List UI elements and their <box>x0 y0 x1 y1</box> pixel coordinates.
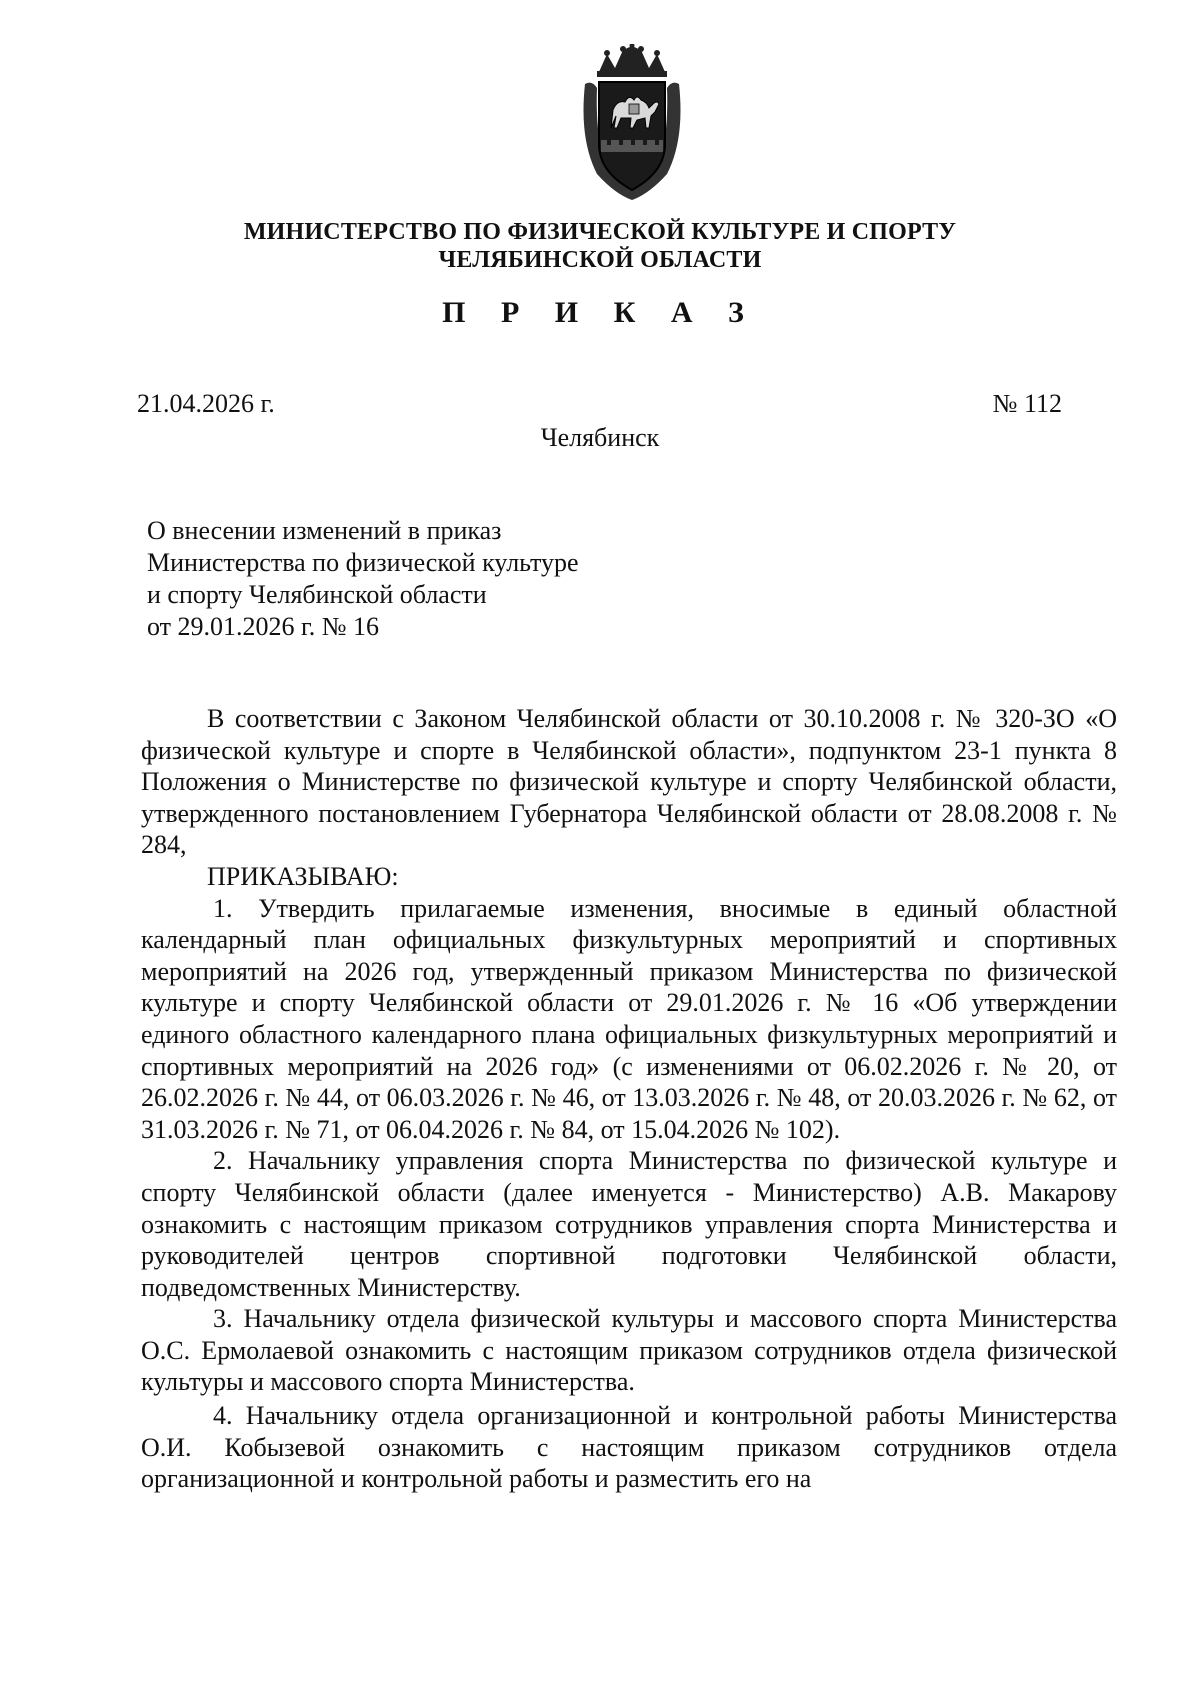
order-city: Челябинск <box>540 423 660 452</box>
order-item: 1. Утвердить прилагаемые изменения, вносимые в единый областной календарный план официальных физкультурных мероприятий и спортивных мероприятий на 2026 год, утвержденный приказом Министерства по физической культуре и спорту Челябинской области от 29.01.2026 г. № 16 «Об утверждении единого областного календарного плана официальных физкультурных мероприятий и спортивных мероприятий на 2026 год» (с изменениями от 06.02.2026 г. № 20, от 26.02.2026 г. № 44, от 06.03.2026 г. № 46, от 13.03.2026 г. № 48, от 20.03.2026 г. № 62, от 31.03.2026 г. № 71, от 06.04.2026 г. № 84, от 15.04.2026 № 102). <box>141 893 1117 1144</box>
order-date: 21.04.2026 г. <box>137 389 275 418</box>
order-subject <box>147 515 579 643</box>
subject-line: Министерства по физической культуре <box>147 548 579 577</box>
order-body <box>141 703 1117 1495</box>
subject-line: и спорту Челябинской области <box>147 580 487 609</box>
preamble-paragraph: В соответствии с Законом Челябинской области от 30.10.2008 г. № 320-ЗО «О физической культуре и спорте в Челябинской области», подпунктом 23-1 пункта 8 Положения о Министерстве по физической культуре и спорту Челябинской области, утвержденного постановлением Губернатора Челябинской области от 28.08.2008 г. № 284, <box>141 704 1117 860</box>
decree-heading: ПРИКАЗЫВАЮ: <box>207 861 399 891</box>
chelyabinsk-coat-of-arms-icon <box>577 44 687 204</box>
order-number: № 112 <box>992 389 1062 418</box>
subject-line: от 29.01.2026 г. № 16 <box>147 612 380 641</box>
document-title: П Р И К А З <box>442 296 758 329</box>
ministry-name-line2: ЧЕЛЯБИНСКОЙ ОБЛАСТИ <box>438 247 762 273</box>
order-item: 2. Начальнику управления спорта Министерства по физической культуре и спорту Челябинской области (далее именуется - Министерство) А.В. Макарову ознакомить с настоящим приказом сотрудников управления спорта Министерства и руководителей центров спортивной подготовки Челябинской области, подведомственных Министерству. <box>141 1146 1117 1302</box>
subject-line: О внесении изменений в приказ <box>147 516 502 545</box>
ministry-name-line1: МИНИСТЕРСТВО ПО ФИЗИЧЕСКОЙ КУЛЬТУРЕ И СПОРТУ <box>243 219 957 245</box>
order-item: 4. Начальнику отдела организационной и контрольной работы Министерства О.И. Кобызевой ознакомить с настоящим приказом сотрудников отдела организационной и контрольной работы и разместить его на <box>141 1401 1117 1494</box>
order-item: 3. Начальнику отдела физической культуры и массового спорта Министерства О.С. Ермолаевой ознакомить с настоящим приказом сотрудников отдела физической культуры и массового спорта Министерства. <box>141 1304 1117 1397</box>
